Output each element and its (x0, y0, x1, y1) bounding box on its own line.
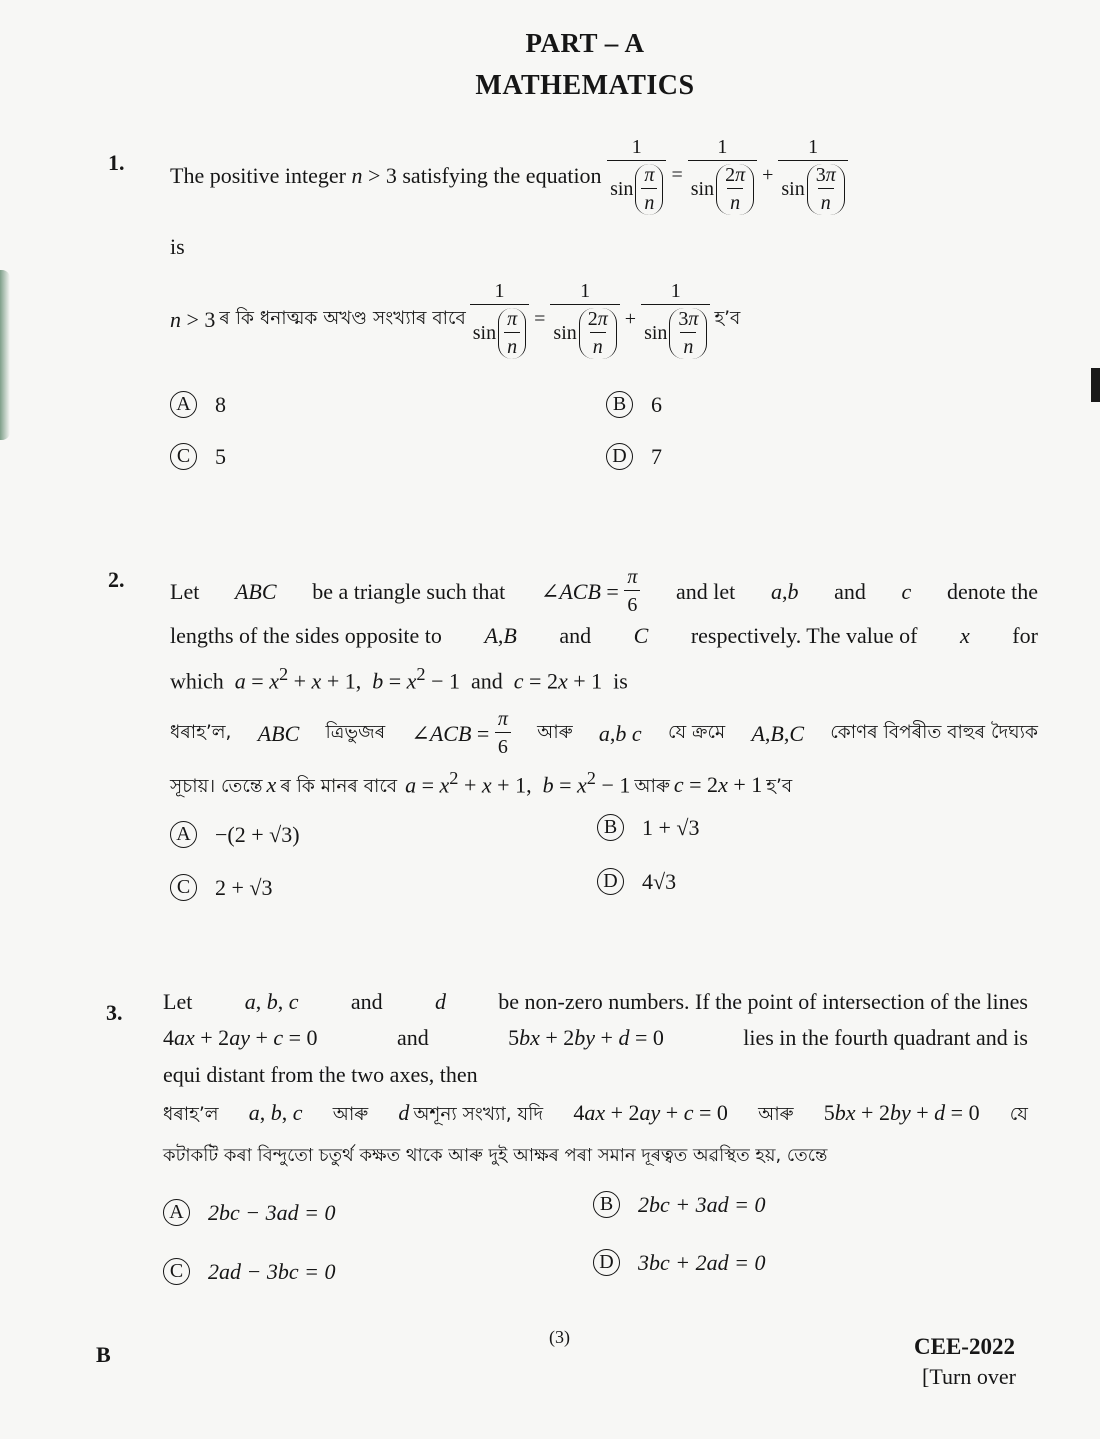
stem-line-1: Let a, b, c and d be non-zero numbers. If the point of intersection of the lines (163, 989, 1028, 1014)
assamese-line-1: ধৰাহ’ল a, b, c আৰু d অশূন্য সংখ্যা, যদি 4ax + 2ay + c = 0 আৰু 5bx + 2by + d = 0 যে (163, 1100, 1028, 1125)
question-stem-assamese: n > 3 ৰ কি ধনাত্মক অখণ্ড সংখ্যাৰ বাবে 1 sin $\frac{\pi}{n}$ = 1 sin $\frac{2\pi}{n}$ + 1 sin $\frac{3\pi}{n}$ হ’ব (170, 280, 741, 358)
stem-line-3: equi distant from the two axes, then (163, 1062, 478, 1087)
option-d[interactable]: D 3bc + 2ad = 0 (593, 1249, 765, 1276)
question-number: 1. (108, 150, 125, 175)
option-b[interactable]: B 2bc + 3ad = 0 (593, 1191, 765, 1218)
option-letter: C (170, 443, 197, 470)
assamese-line-2: কটাকটি কৰা বিন্দুতো চতুৰ্থ কক্ষত থাকে আৰু দুই আক্ষৰ পৰা সমান দূৰত্বত অৱস্থিত হয়, তেন্তে (163, 1145, 828, 1166)
option-a[interactable]: A 8 (170, 391, 226, 418)
exam-code: CEE-2022 (914, 1334, 1015, 1359)
page-number: (3) (549, 1327, 570, 1347)
assamese-line-1: ধৰাহ’ল, ABC ত্ৰিভুজৰ ∠ ACB = $\frac{\pi}{6}$ আৰু a,b c যে ক্ৰমে A,B,C কোণৰ বিপৰীত বাহুৰ দৈঘ্যক (170, 708, 1038, 758)
option-letter: A (170, 391, 197, 418)
option-letter: B (606, 391, 633, 418)
subject-title: MATHEMATICS (475, 70, 695, 101)
option-letter: B (593, 1191, 620, 1218)
stem-line-1: Let ABC be a triangle such that ∠ ACB = $\frac{\pi}{6}$ and let a,b and c denote the (170, 566, 1038, 616)
option-letter: A (163, 1199, 190, 1226)
stem-line-2: lengths of the sides opposite to A,B and C respectively. The value of x for (170, 623, 1038, 648)
question-number: 2. (108, 567, 125, 592)
option-c[interactable]: C 2 + √3 (170, 874, 272, 901)
assamese-line-2: সূচায়। তেন্তে x ৰ কি মানৰ বাবে $a = x^2 + x + 1$, $b = x^2 - 1$ আৰু c = 2x + 1 হ’ব (170, 768, 793, 798)
option-b[interactable]: B 1 + √3 (597, 814, 699, 841)
option-c[interactable]: C 2ad − 3bc = 0 (163, 1258, 335, 1285)
stem-line-3: which $a = x^2 + x + 1$, $b = x^2 - 1$ and c = 2x + 1 is (170, 664, 628, 694)
option-c[interactable]: C 5 (170, 443, 226, 470)
option-a[interactable]: A 2bc − 3ad = 0 (163, 1199, 335, 1226)
option-letter: B (597, 814, 624, 841)
margin-mark (1091, 368, 1100, 402)
option-b[interactable]: B 6 (606, 391, 662, 418)
option-d[interactable]: D 4√3 (597, 868, 676, 895)
option-letter: D (593, 1249, 620, 1276)
stem-line-2: 4ax + 2ay + c = 0 and 5bx + 2by + d = 0 lies in the fourth quadrant and is (163, 1025, 1028, 1050)
stem-end: is (170, 234, 185, 259)
turn-over-note: [Turn over (922, 1364, 1016, 1389)
page-edge-shadow (0, 270, 10, 440)
question-number: 3. (106, 1000, 123, 1025)
equation: 1 sin $\frac{\pi}{n}$ = 1 sin $\frac{2\pi}{n}$ + 1 sin $\frac{3\pi}{n}$ (470, 280, 711, 359)
option-letter: D (597, 868, 624, 895)
option-a[interactable]: A −(2 + √3) (170, 821, 300, 848)
option-letter: C (163, 1258, 190, 1285)
option-letter: D (606, 443, 633, 470)
equation: 1 sin $\frac{\pi}{n}$ = 1 sin $\frac{2\pi}{n}$ + 1 sin $\frac{3\pi}{n}$ (607, 136, 848, 215)
option-letter: C (170, 874, 197, 901)
option-letter: A (170, 821, 197, 848)
booklet-set: B (96, 1342, 111, 1367)
part-title: PART – A (525, 28, 645, 58)
option-d[interactable]: D 7 (606, 443, 662, 470)
question-stem: The positive integer n > 3 satisfying the equation 1 sin $\frac{\pi}{n}$ = 1 sin $\frac{2\pi}{n}$ + 1 sin $\frac{3\pi}{n}$ (170, 136, 848, 215)
